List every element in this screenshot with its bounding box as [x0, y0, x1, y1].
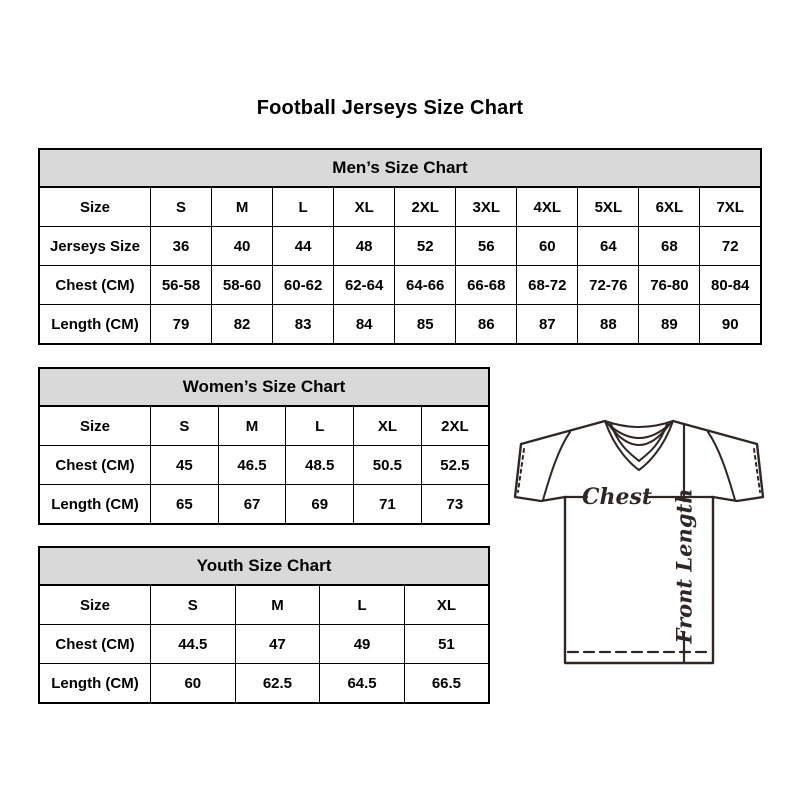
mens-size-chart-table: [38, 148, 762, 345]
size-value-cell: 45: [151, 446, 219, 485]
row-label: Length (CM): [39, 305, 151, 345]
size-table: [38, 186, 762, 345]
size-value-cell: 5XL: [578, 187, 639, 227]
size-value-cell: 64.5: [320, 664, 405, 704]
jersey-measurement-diagram: [505, 400, 771, 668]
table-row: [39, 625, 489, 664]
size-value-cell: 56: [456, 227, 517, 266]
size-value-cell: 73: [421, 485, 489, 525]
size-table: [38, 405, 490, 525]
table-row: [39, 187, 761, 227]
size-value-cell: 72-76: [578, 266, 639, 305]
size-value-cell: 52.5: [421, 446, 489, 485]
youth-size-chart-table: [38, 546, 490, 704]
size-value-cell: 65: [151, 485, 219, 525]
size-value-cell: 76-80: [639, 266, 700, 305]
size-value-cell: 2XL: [421, 406, 489, 446]
size-value-cell: 86: [456, 305, 517, 345]
size-value-cell: 51: [404, 625, 489, 664]
chest-label: Chest: [581, 484, 653, 510]
vneck-inner: [611, 424, 667, 461]
size-value-cell: 60-62: [273, 266, 334, 305]
size-value-cell: 66-68: [456, 266, 517, 305]
size-value-cell: L: [320, 585, 405, 625]
size-value-cell: 88: [578, 305, 639, 345]
table-title: Youth Size Chart: [38, 546, 490, 586]
size-value-cell: 47: [235, 625, 320, 664]
table-row: [39, 305, 761, 345]
size-value-cell: 2XL: [395, 187, 456, 227]
size-value-cell: 82: [212, 305, 273, 345]
row-label: Length (CM): [39, 485, 151, 525]
table-row: [39, 446, 489, 485]
size-value-cell: 83: [273, 305, 334, 345]
size-value-cell: 40: [212, 227, 273, 266]
row-label: Chest (CM): [39, 266, 151, 305]
size-value-cell: 44.5: [151, 625, 236, 664]
size-value-cell: 79: [151, 305, 212, 345]
size-value-cell: M: [218, 406, 286, 446]
size-value-cell: 49: [320, 625, 405, 664]
size-value-cell: 60: [517, 227, 578, 266]
size-value-cell: 85: [395, 305, 456, 345]
size-value-cell: 64: [578, 227, 639, 266]
size-value-cell: S: [151, 406, 219, 446]
size-value-cell: 48: [334, 227, 395, 266]
size-value-cell: 52: [395, 227, 456, 266]
table-row: [39, 585, 489, 625]
size-value-cell: 80-84: [700, 266, 761, 305]
page-title: Football Jerseys Size Chart: [256, 97, 524, 119]
size-value-cell: 3XL: [456, 187, 517, 227]
row-label: Chest (CM): [39, 446, 151, 485]
front-length-label: Front Length: [671, 488, 697, 644]
size-value-cell: 58-60: [212, 266, 273, 305]
row-label: Size: [39, 585, 151, 625]
size-table: [38, 584, 490, 704]
size-value-cell: S: [151, 187, 212, 227]
jersey-right-seam: [708, 432, 735, 500]
size-value-cell: 4XL: [517, 187, 578, 227]
size-value-cell: M: [235, 585, 320, 625]
size-value-cell: 68: [639, 227, 700, 266]
row-label: Chest (CM): [39, 625, 151, 664]
table-row: [39, 485, 489, 525]
size-value-cell: 48.5: [286, 446, 354, 485]
size-value-cell: 67: [218, 485, 286, 525]
size-value-cell: 62-64: [334, 266, 395, 305]
size-value-cell: 62.5: [235, 664, 320, 704]
row-label: Size: [39, 187, 151, 227]
jersey-left-seam: [543, 432, 570, 500]
womens-size-chart-table: [38, 367, 490, 525]
size-value-cell: 72: [700, 227, 761, 266]
table-title: Women’s Size Chart: [38, 367, 490, 407]
size-value-cell: 71: [354, 485, 422, 525]
size-value-cell: 68-72: [517, 266, 578, 305]
size-value-cell: 89: [639, 305, 700, 345]
size-value-cell: 36: [151, 227, 212, 266]
size-value-cell: 50.5: [354, 446, 422, 485]
size-value-cell: 64-66: [395, 266, 456, 305]
size-value-cell: 60: [151, 664, 236, 704]
table-title: Men’s Size Chart: [38, 148, 762, 188]
table-row: [39, 406, 489, 446]
row-label: Size: [39, 406, 151, 446]
size-value-cell: 87: [517, 305, 578, 345]
size-value-cell: M: [212, 187, 273, 227]
size-value-cell: 66.5: [404, 664, 489, 704]
size-value-cell: L: [273, 187, 334, 227]
row-label: Jerseys Size: [39, 227, 151, 266]
size-value-cell: 6XL: [639, 187, 700, 227]
collar-top-arc: [605, 421, 673, 427]
size-value-cell: 84: [334, 305, 395, 345]
size-value-cell: 46.5: [218, 446, 286, 485]
size-value-cell: 69: [286, 485, 354, 525]
size-value-cell: 90: [700, 305, 761, 345]
table-row: [39, 227, 761, 266]
size-value-cell: XL: [354, 406, 422, 446]
size-value-cell: 44: [273, 227, 334, 266]
size-value-cell: 7XL: [700, 187, 761, 227]
size-value-cell: S: [151, 585, 236, 625]
size-value-cell: XL: [404, 585, 489, 625]
size-value-cell: 56-58: [151, 266, 212, 305]
size-value-cell: XL: [334, 187, 395, 227]
row-label: Length (CM): [39, 664, 151, 704]
table-row: [39, 266, 761, 305]
table-row: [39, 664, 489, 704]
size-value-cell: L: [286, 406, 354, 446]
